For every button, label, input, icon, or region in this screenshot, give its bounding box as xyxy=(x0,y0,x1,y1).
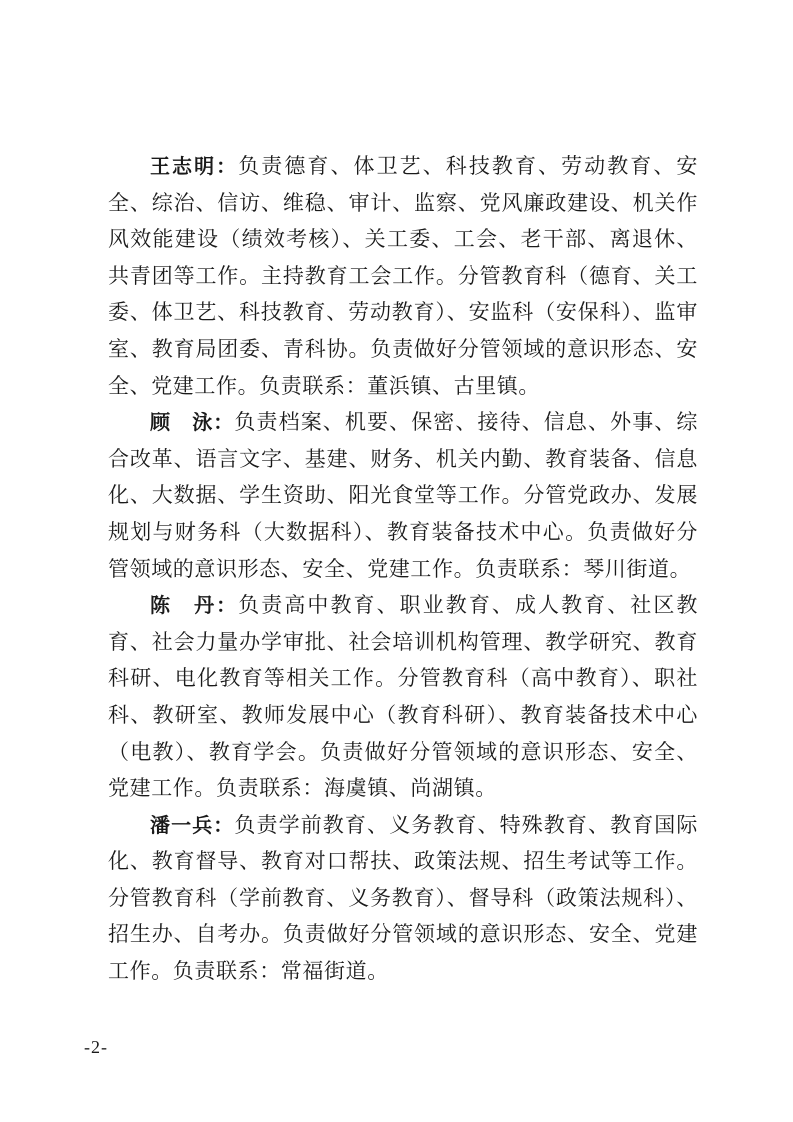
document-body xyxy=(108,148,698,990)
duty-text: 负责高中教育、职业教育、成人教育、社区教育、社会力量办学审批、社会培训机构管理、教学研究、教育科研、电化教育等相关工作。分管教育科（高中教育）、职社科、教研室、教师发展中心（教育科研）、教育装备技术中心（电教）、教育学会。负责做好分管领域的意识形态、安全、党建工作。负责联系：海虞镇、尚湖镇。 xyxy=(108,593,698,801)
duty-text: 负责德育、体卫艺、科技教育、劳动教育、安全、综治、信访、维稳、审计、监察、党风廉政建设、机关作风效能建设（绩效考核）、关工委、工会、老干部、离退休、共青团等工作。主持教育工会工作。分管教育科（德育、关工委、体卫艺、科技教育、劳动教育）、安监科（安保科）、监审室、教育局团委、青科协。负责做好分管领域的意识形态、安全、党建工作。负责联系：董浜镇、古里镇。 xyxy=(108,154,698,398)
person-name: 潘一兵： xyxy=(150,812,235,837)
paragraph-gu-yong xyxy=(108,404,698,587)
paragraph-wang-zhiming xyxy=(108,148,698,404)
person-name: 陈 丹： xyxy=(150,593,239,618)
duty-text: 负责档案、机要、保密、接待、信息、外事、综合改革、语言文字、基建、财务、机关内勤、教育装备、信息化、大数据、学生资助、阳光食堂等工作。分管党政办、发展规划与财务科（大数据科）、教育装备技术中心。负责做好分管领域的意识形态、安全、党建工作。负责联系：琴川街道。 xyxy=(108,410,698,581)
paragraph-chen-dan xyxy=(108,587,698,807)
page-number: -2- xyxy=(84,1037,108,1057)
duty-text: 负责学前教育、义务教育、特殊教育、教育国际化、教育督导、教育对口帮扶、政策法规、招生考试等工作。分管教育科（学前教育、义务教育）、督导科（政策法规科）、招生办、自考办。负责做好分管领域的意识形态、安全、党建工作。负责联系：常福街道。 xyxy=(108,812,698,984)
paragraph-pan-yibing xyxy=(108,807,698,990)
person-name: 王志明： xyxy=(150,154,239,178)
person-name: 顾 泳： xyxy=(150,410,235,435)
